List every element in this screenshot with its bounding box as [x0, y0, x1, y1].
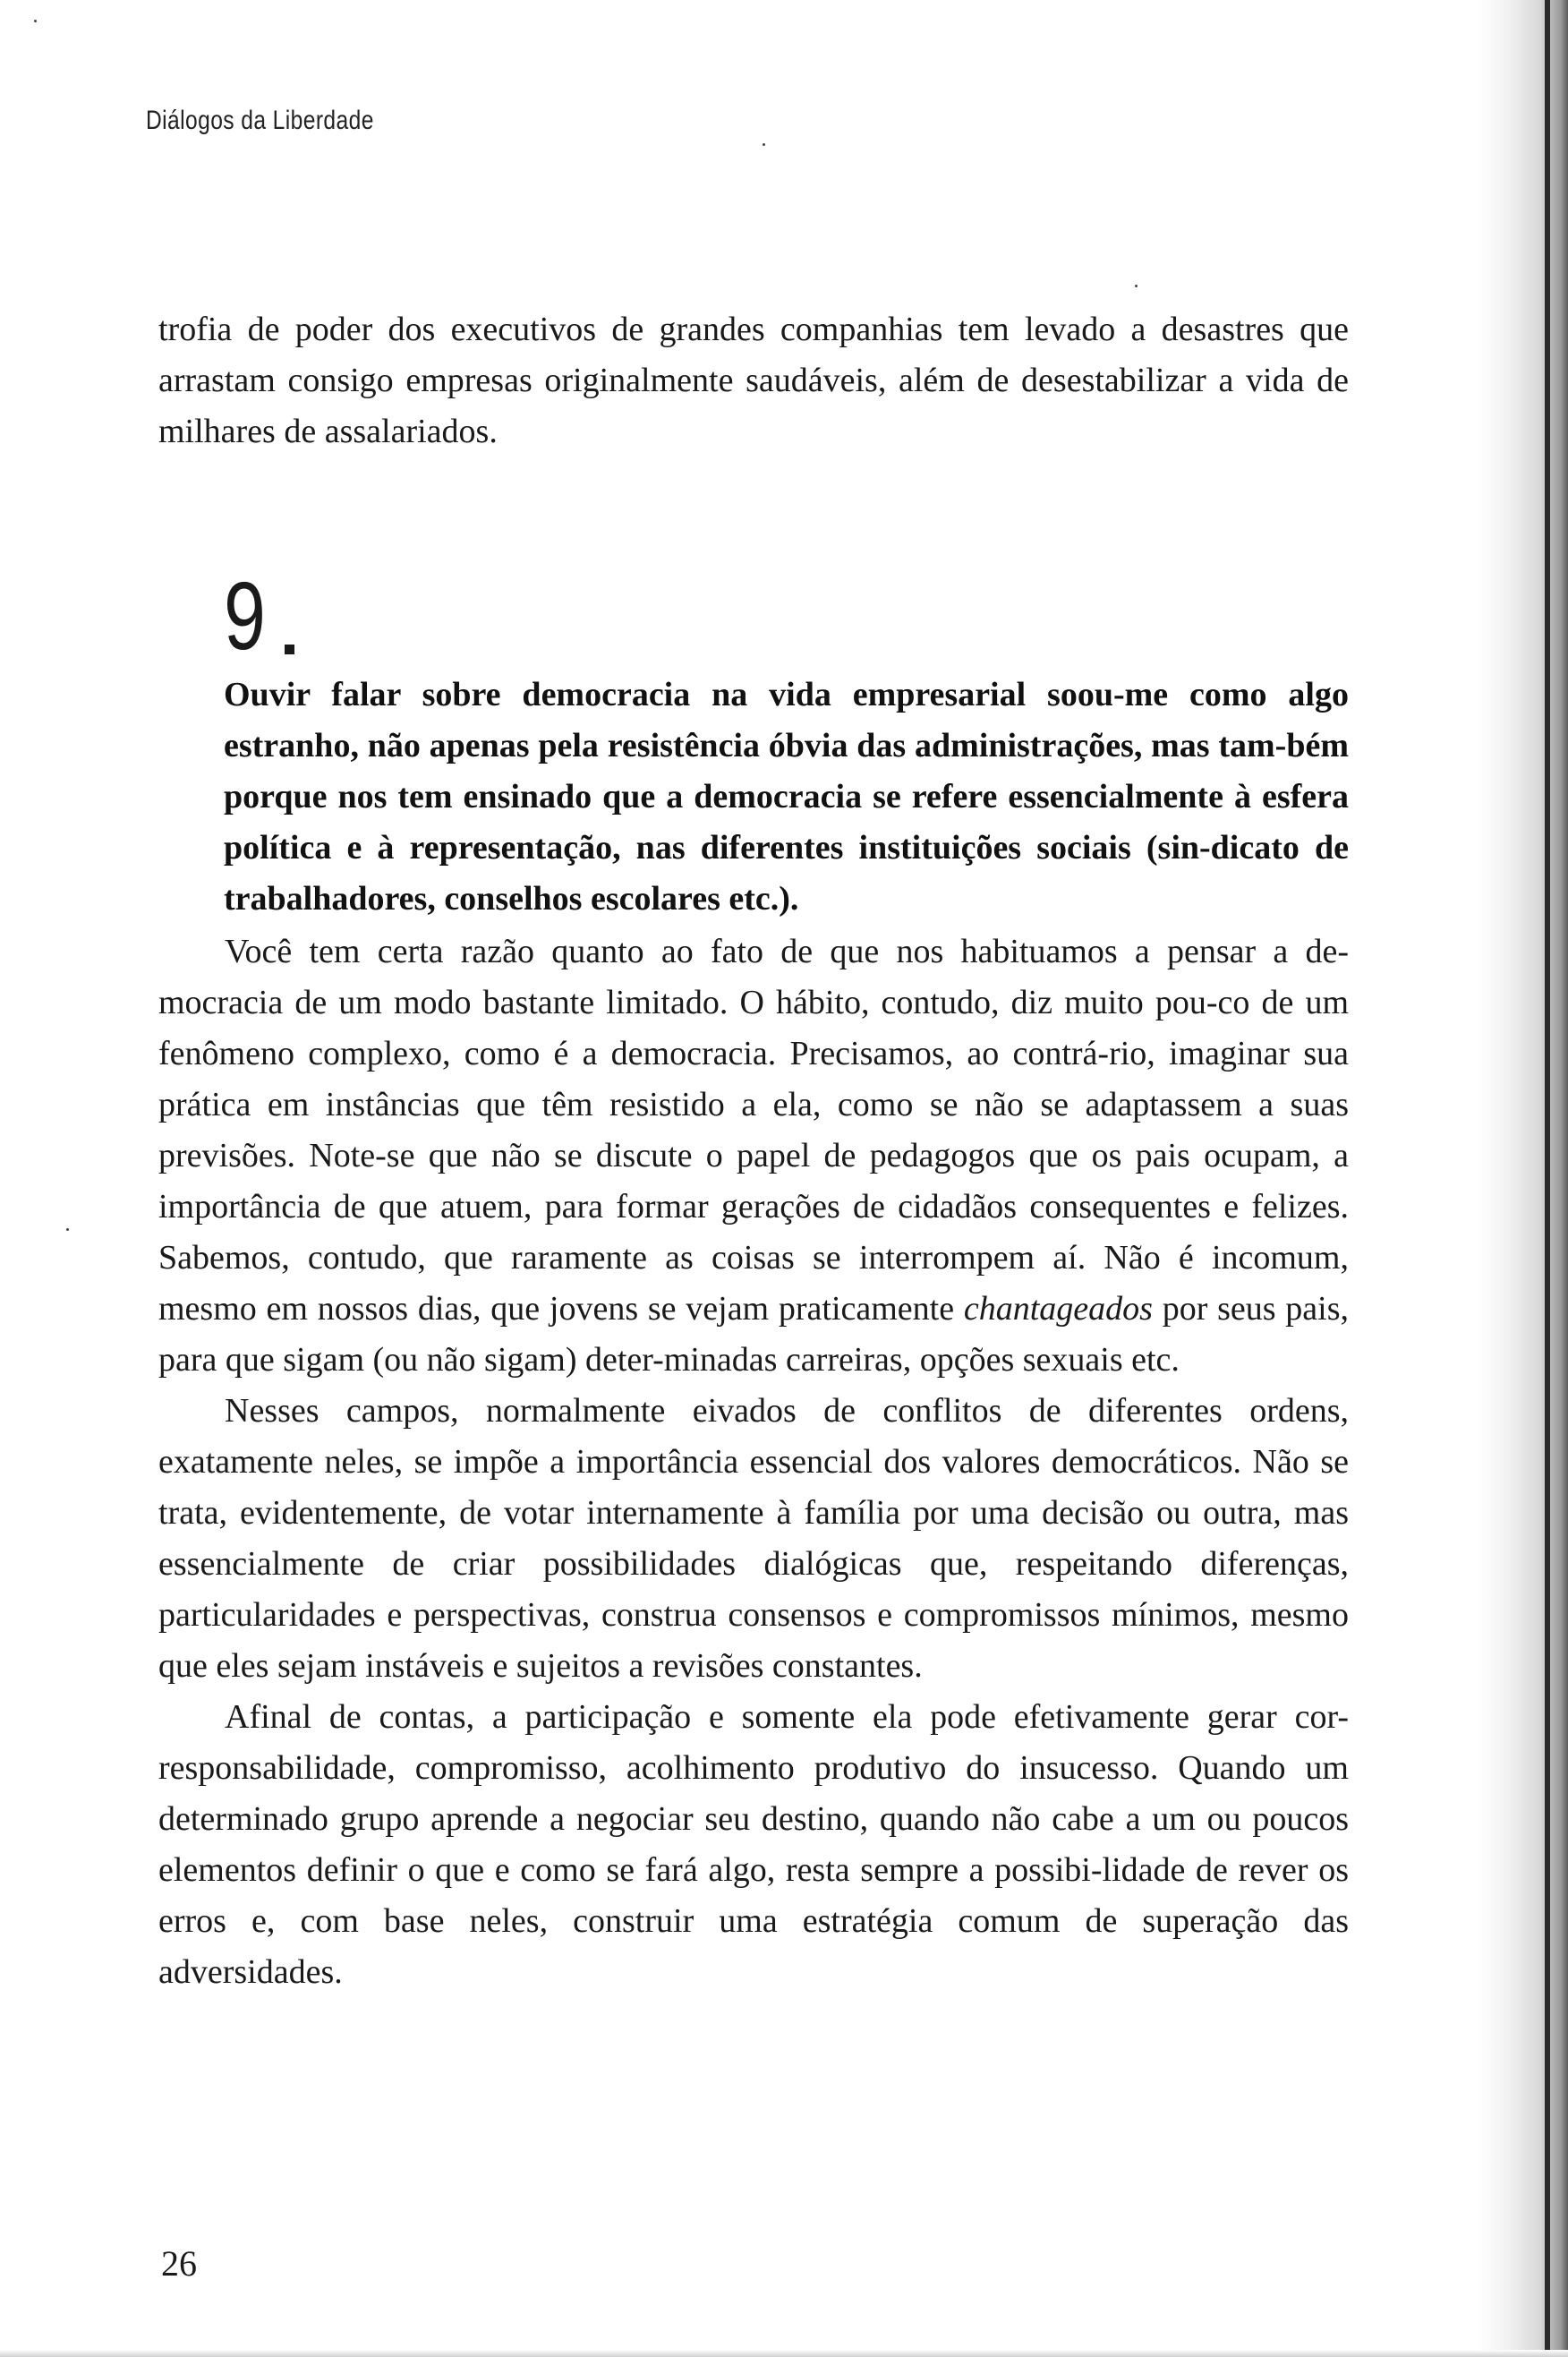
page-edge-shadow	[1477, 0, 1568, 2357]
answer-paragraph-1-tail: por seus pais, para que sigam (ou não sigam) deter-minadas carreiras, opções sexuais etc.	[158, 1290, 1350, 1379]
top-paragraph-text: trofia de poder dos executivos de grandes companhias tem levado a desastres que arrastam consigo empresas originalmente saudáveis, além de desestabilizar a vida de milhares de assalariados.	[158, 311, 1349, 450]
scan-speck	[66, 1228, 69, 1231]
question-block	[224, 670, 1349, 925]
answer-italic-word: chantageados	[963, 1290, 1153, 1328]
page-edge-line	[1545, 0, 1550, 2357]
scan-speck	[34, 20, 37, 22]
answer-paragraph-2: Nesses campos, normalmente eivados de conflitos de diferentes ordens, exatamente neles, se impõe a importância essencial dos valores democráticos. Não se trata, evidentemente, de votar internamente à família por uma decisão ou outra, mas essencialmente de criar possibilidades dialógicas que, respeitando diferenças, particularidades e perspectivas, construa consensos e compromissos mínimos, mesmo que eles sejam instáveis e sujeitos a revisões constantes.	[158, 1392, 1349, 1685]
answer-paragraph-1-text: Você tem certa razão quanto ao fato de que nos habituamos a pensar a de-mocracia de um modo bastante limitado. O hábito, contudo, diz muito pou-co de um fenômeno complexo, como é a democracia. Precisamos, ao contrá-rio, imaginar sua prática em instâncias que têm resistido a ela, como se não se adaptassem a suas previsões. Note-se que não se discute o papel de pedagogos que os pais ocupam, a importância de que atuem, para formar gerações de cidadãos consequentes e felizes. Sabemos, contudo, que raramente as coisas se interrompem aí. Não é incomum, mesmo em nossos dias, que jovens se vejam praticamente	[158, 933, 1349, 1328]
answer-paragraph-3: Afinal de contas, a participação e somente ela pode efetivamente gerar cor-responsabilidade, compromisso, acolhimento produtivo do insucesso. Quando um determinado grupo aprende a negociar seu destino, quando não cabe a um ou poucos elementos definir o que e como se fará algo, resta sempre a possibi-lidade de rever os erros e, com base neles, construir uma estratégia comum de superação das adversidades.	[158, 1698, 1349, 1991]
scan-speck	[1135, 285, 1138, 287]
top-paragraph	[158, 304, 1349, 457]
answer-block	[158, 927, 1349, 1998]
question-text: Ouvir falar sobre democracia na vida empresarial soou-me como algo estranho, não apenas pela resistência óbvia das administrações, mas tam-bém porque nos tem ensinado que a democracia se refere essencialmente à esfera política e à representação, nas diferentes instituições sociais (sin-dicato de trabalhadores, conselhos escolares etc.).	[224, 676, 1349, 918]
page-bottom-edge	[0, 2350, 1568, 2357]
scan-speck	[763, 143, 765, 146]
answer-paragraph-1	[158, 927, 1349, 1386]
running-head: Diálogos da Liberdade	[146, 106, 374, 135]
section-number-dot	[285, 645, 294, 654]
section-number: 9	[224, 561, 266, 670]
page-number: 26	[161, 2243, 197, 2284]
